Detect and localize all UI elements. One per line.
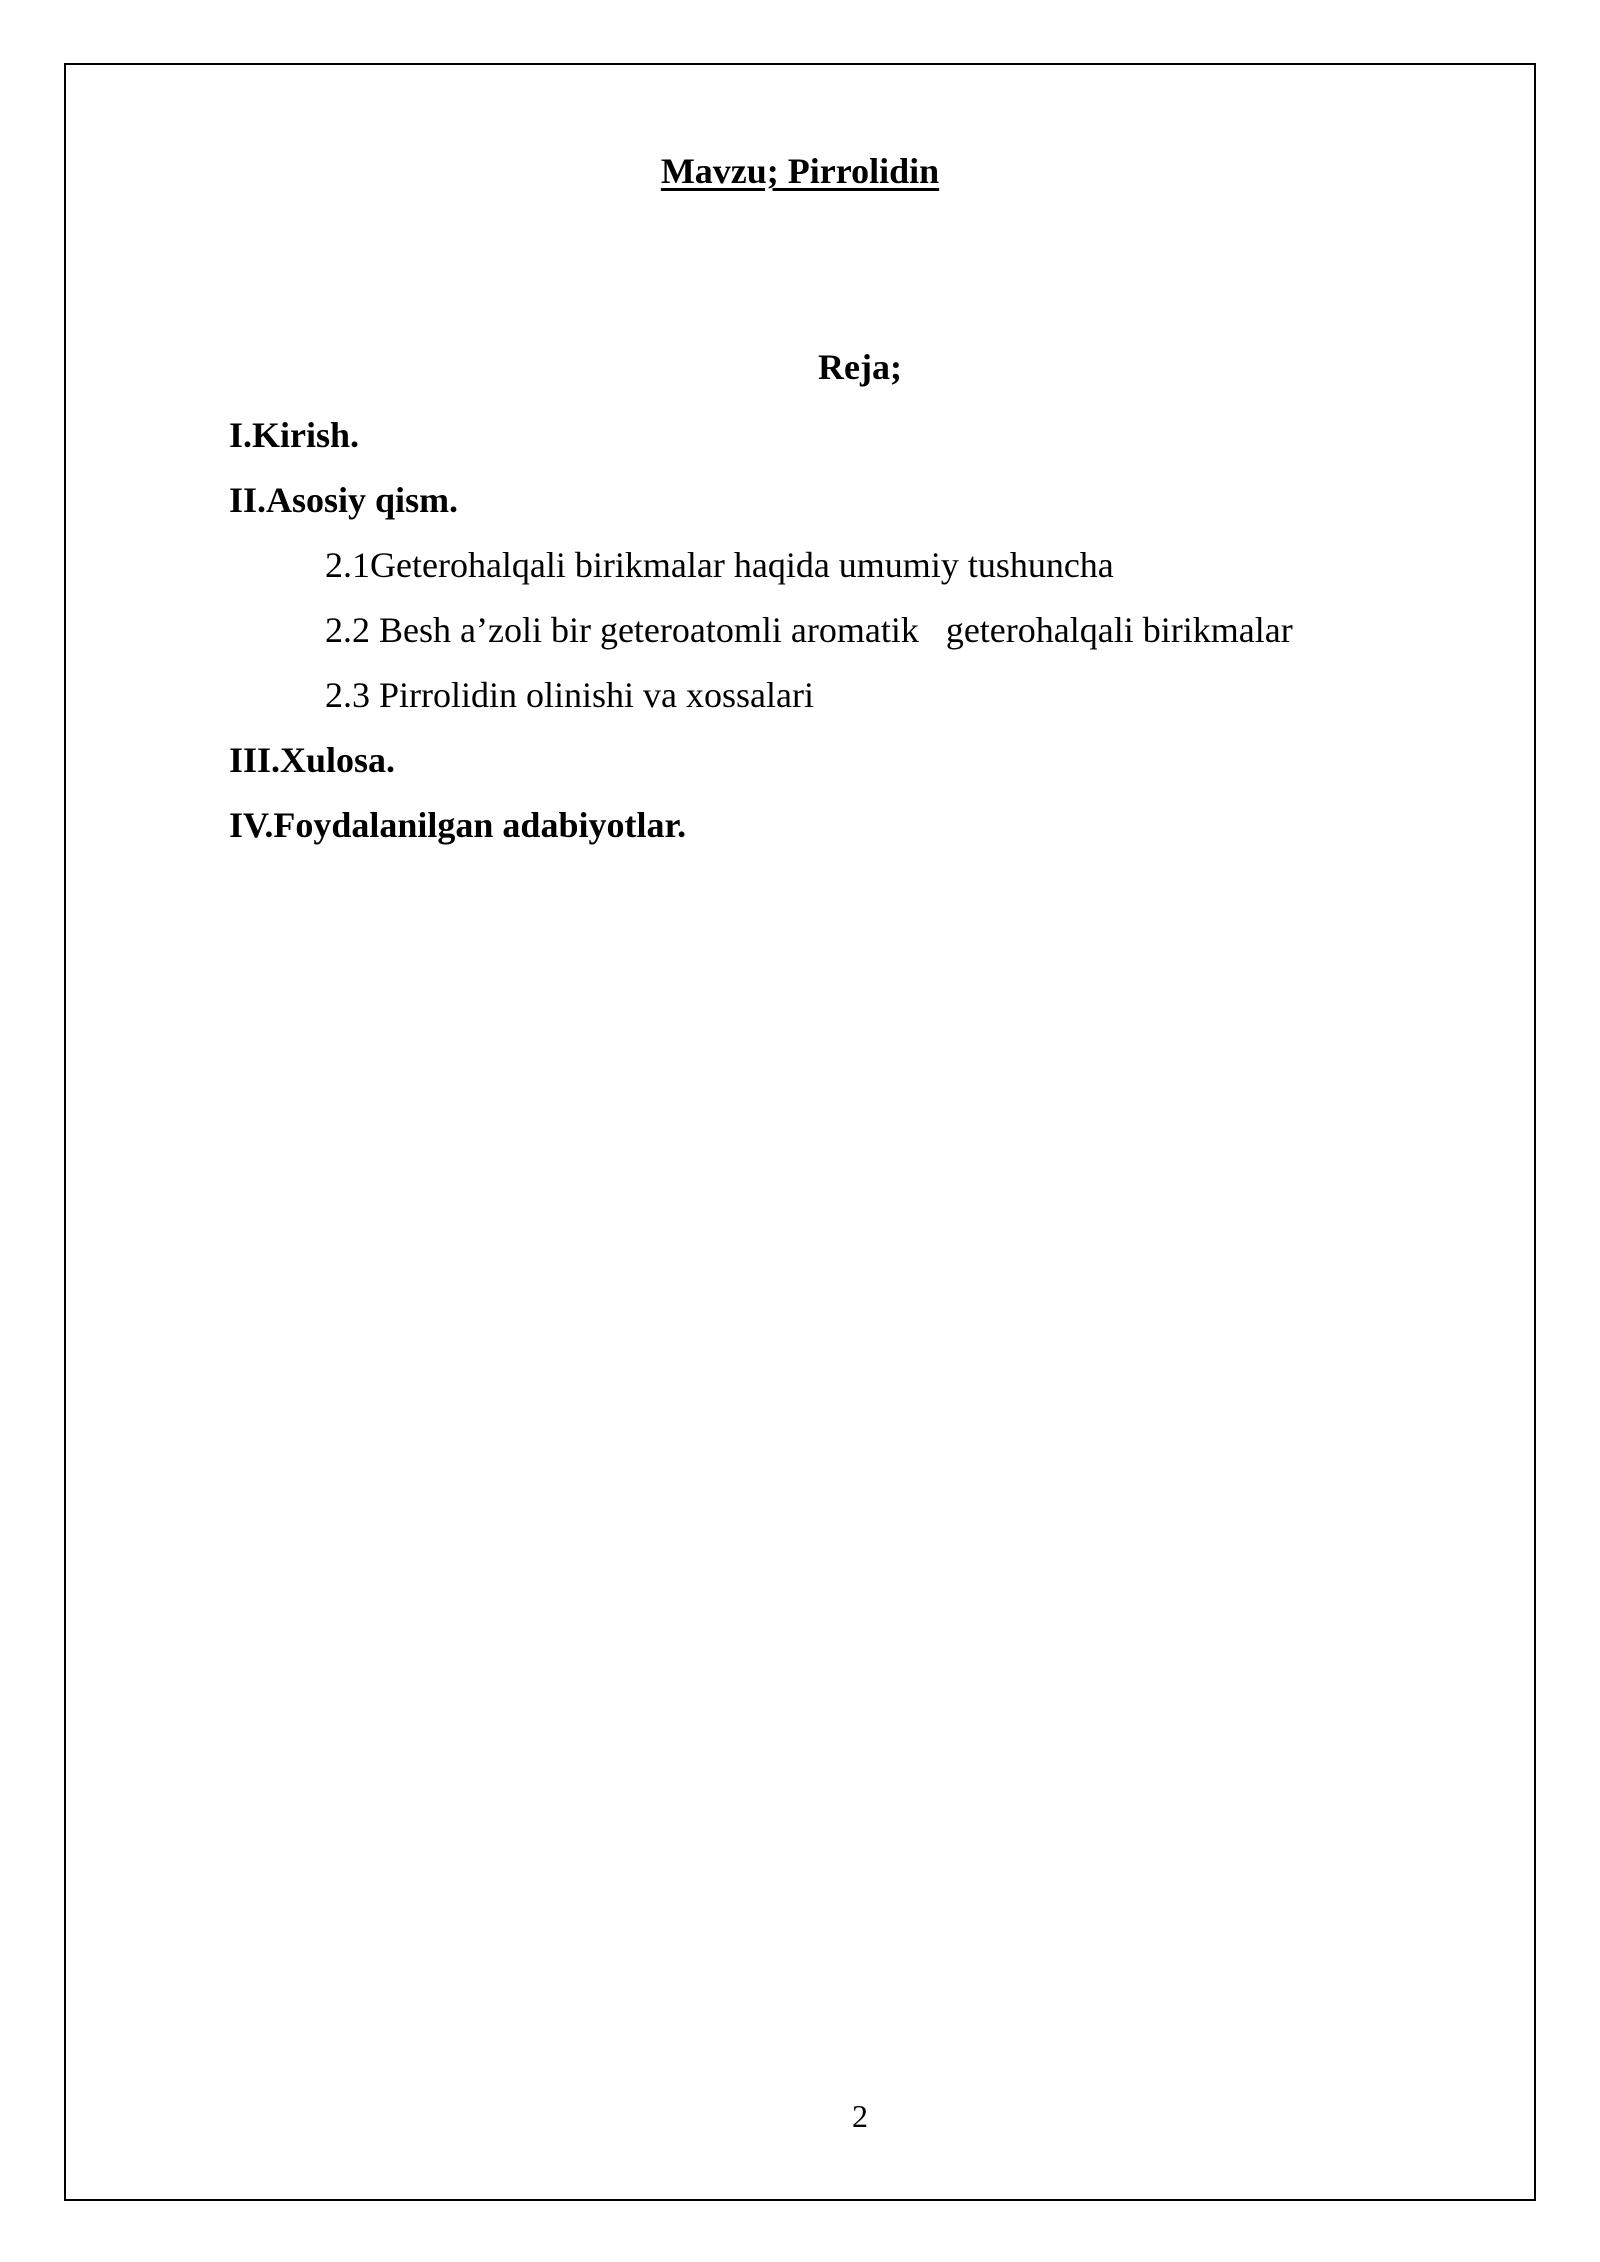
outline-item-references: IV.Foydalanilgan adabiyotlar. xyxy=(229,805,687,845)
page-number: 2 xyxy=(852,2098,868,2134)
outline-item-conclusion: III.Xulosa. xyxy=(229,740,396,780)
outline-subitem-2-2: 2.2 Besh a’zoli bir geteroatomli aromatik geterohalqali birikmalar xyxy=(325,610,1293,650)
plan-outline xyxy=(229,411,1293,866)
outline-item-introduction: I.Kirish. xyxy=(229,415,360,455)
outline-subitem-2-3: 2.3 Pirrolidin olinishi va xossalari xyxy=(325,675,814,715)
document-title: Mavzu; Pirrolidin xyxy=(660,151,940,191)
outline-subitem-2-1: 2.1Geterohalqali birikmalar haqida umumiy tushuncha xyxy=(325,545,1114,585)
plan-heading: Reja; xyxy=(818,347,902,387)
outline-item-main-part: II.Asosiy qism. xyxy=(229,480,459,520)
